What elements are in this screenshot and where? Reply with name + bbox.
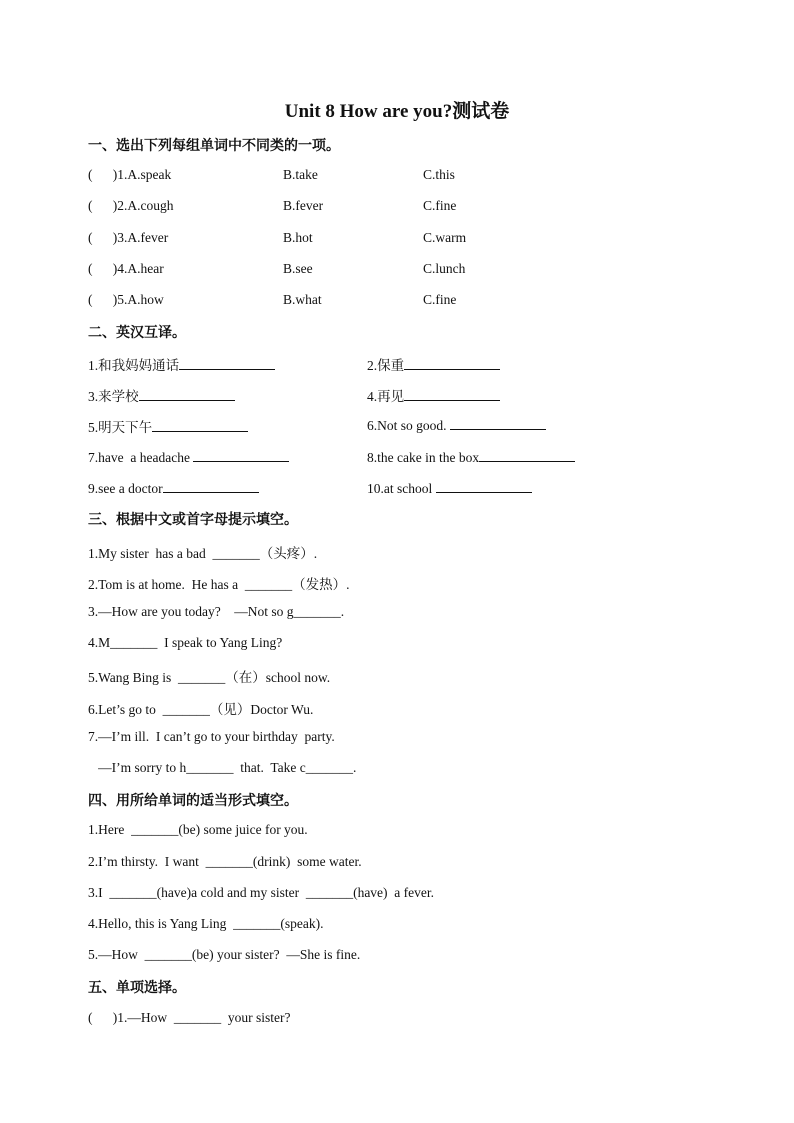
s1-q2-c: C.fine	[423, 198, 457, 213]
answer-blank[interactable]	[163, 479, 259, 493]
section1-heading: 一、选出下列每组单词中不同类的一项。	[88, 138, 340, 154]
s3-line: 4.M_______ I speak to Yang Ling?	[88, 635, 283, 650]
s4-line: 4.Hello, this is Yang Ling _______(speak).	[88, 916, 324, 931]
answer-blank[interactable]	[404, 356, 500, 370]
s3-line: 5.Wang Bing is _______（在）school now.	[88, 670, 331, 685]
page-title: Unit 8 How are you?测试卷	[284, 101, 510, 122]
s1-q5-b: B.what	[283, 292, 322, 307]
s1-q2-b: B.fever	[283, 198, 324, 213]
s1-q1: ( )1.A.speak	[88, 167, 172, 182]
s1-q2: ( )2.A.cough	[88, 198, 174, 213]
s2-item	[367, 385, 500, 405]
s3-line: 3.—How are you today? —Not so g_______.	[88, 604, 345, 619]
s1-q3-c: C.warm	[423, 230, 467, 245]
s2-item	[88, 448, 289, 466]
answer-blank[interactable]	[139, 387, 235, 401]
s2-item	[88, 416, 248, 436]
s2-item-text: 3.来学校	[88, 389, 139, 404]
answer-blank[interactable]	[193, 448, 289, 462]
answer-blank[interactable]	[479, 448, 575, 462]
s2-item-text: 8.the cake in the box	[367, 450, 480, 465]
s4-line: 2.I’m thirsty. I want _______(drink) some water.	[88, 854, 362, 869]
s2-item-text: 2.保重	[367, 358, 405, 373]
s3-line: 1.My sister has a bad _______（头疼）.	[88, 546, 318, 561]
s2-item-text: 1.和我妈妈通话	[88, 358, 180, 373]
s4-line: 5.—How _______(be) your sister? —She is fine.	[88, 947, 361, 962]
s2-item	[367, 354, 500, 374]
s3-line: 7.—I’m ill. I can’t go to your birthday party.	[88, 729, 335, 744]
s2-item-text: 10.at school	[367, 481, 433, 496]
s1-q1-b: B.take	[283, 167, 318, 182]
s2-item	[367, 479, 532, 497]
section2-heading: 二、英汉互译。	[88, 325, 186, 341]
s2-item	[88, 479, 259, 497]
s1-q1-c: C.this	[423, 167, 455, 182]
s1-q4: ( )4.A.hear	[88, 261, 164, 276]
s1-q3: ( )3.A.fever	[88, 230, 169, 245]
section4-heading: 四、用所给单词的适当形式填空。	[88, 793, 298, 809]
answer-blank[interactable]	[436, 479, 532, 493]
section5-heading: 五、单项选择。	[88, 980, 186, 996]
s2-item-text: 5.明天下午	[88, 420, 153, 435]
section3-heading: 三、根据中文或首字母提示填空。	[88, 512, 298, 528]
answer-blank[interactable]	[179, 356, 275, 370]
s2-item	[88, 385, 235, 405]
s2-item	[367, 416, 546, 434]
answer-blank[interactable]	[152, 418, 248, 432]
answer-blank[interactable]	[404, 387, 500, 401]
s1-q5-c: C.fine	[423, 292, 457, 307]
s2-item-text: 9.see a doctor	[88, 481, 163, 496]
s2-item-text: 4.再见	[367, 389, 405, 404]
s4-line: 3.I _______(have)a cold and my sister _______(have) a fever.	[88, 885, 435, 900]
s1-q5: ( )5.A.how	[88, 292, 164, 307]
s2-item	[367, 448, 575, 466]
s2-item-text: 7.have a headache	[88, 450, 190, 465]
s3-line: 2.Tom is at home. He has a _______（发热）.	[88, 577, 350, 592]
s1-q3-b: B.hot	[283, 230, 313, 245]
s5-line: ( )1.—How _______ your sister?	[88, 1010, 291, 1025]
s1-q4-b: B.see	[283, 261, 313, 276]
answer-blank[interactable]	[450, 416, 546, 430]
s2-item-text: 6.Not so good.	[367, 418, 447, 433]
s2-item	[88, 354, 275, 374]
s3-line: 6.Let’s go to _______（见）Doctor Wu.	[88, 702, 314, 717]
s1-q4-c: C.lunch	[423, 261, 466, 276]
s3-line: —I’m sorry to h_______ that. Take c_______.	[88, 760, 357, 775]
s4-line: 1.Here _______(be) some juice for you.	[88, 822, 308, 837]
